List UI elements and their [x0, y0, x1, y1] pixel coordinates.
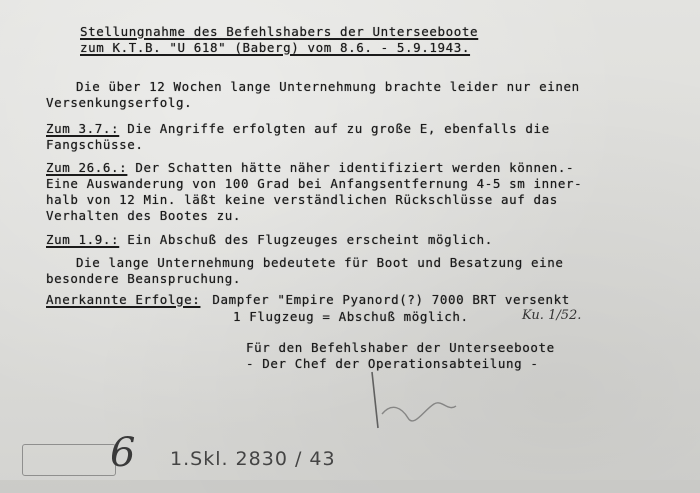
note-2-line-4: Verhalten des Bootes zu.: [46, 208, 242, 223]
success-label: Anerkannte Erfolge:: [46, 292, 201, 307]
note-3-text: Ein Abschuß des Flugzeuges erscheint möglich.: [119, 232, 493, 247]
signature-line-1: Für den Befehlshaber der Unterseeboote: [246, 340, 555, 355]
stamp-box: [22, 444, 116, 476]
paragraph-line-2: besondere Beanspruchung.: [46, 271, 242, 286]
intro-line-1: Die über 12 Wochen lange Unternehmung brachte leider nur einen: [76, 79, 580, 94]
success-line-2: 1 Flugzeug = Abschuß möglich.: [233, 309, 469, 324]
note-2-line-2: Eine Auswanderung von 100 Grad bei Anfangsentfernung 4-5 sm inner-: [46, 176, 583, 191]
stamp-number: 6: [110, 430, 136, 476]
note-1-line-2: Fangschüsse.: [46, 137, 144, 152]
note-1-line-1: [46, 121, 550, 137]
success-item-1: Dampfer "Empire Pyanord(?) 7000 BRT versenkt: [212, 292, 570, 307]
stamp-reference: 1.Skl. 2830 / 43: [170, 448, 336, 470]
intro-line-2: Versenkungserfolg.: [46, 95, 193, 110]
note-3-line: [46, 232, 493, 248]
note-2-line-3: halb von 12 Min. läßt keine verständlichen Rückschlüsse auf das: [46, 192, 558, 207]
title-line-1: Stellungnahme des Befehlshabers der Unterseeboote: [80, 24, 479, 39]
note-3-label: Zum 1.9.:: [46, 232, 120, 247]
bottom-edge: [0, 480, 700, 493]
note-1-text: Die Angriffe erfolgten auf zu große E, ebenfalls die: [119, 121, 550, 136]
paragraph-line-1: Die lange Unternehmung bedeutete für Boot und Besatzung eine: [76, 255, 564, 270]
margin-initials: Ku. 1/52.: [522, 308, 582, 323]
note-2-text: Der Schatten hätte näher identifiziert werden können.-: [127, 160, 575, 175]
signature-line-2: - Der Chef der Operationsabteilung -: [246, 356, 539, 371]
title-line-2: zum K.T.B. "U 618" (Baberg) vom 8.6. - 5.9.1943.: [80, 40, 471, 55]
note-2-line-1: [46, 160, 574, 176]
note-2-label: Zum 26.6.:: [46, 160, 128, 175]
success-line-1: [46, 292, 570, 308]
note-1-label: Zum 3.7.:: [46, 121, 120, 136]
